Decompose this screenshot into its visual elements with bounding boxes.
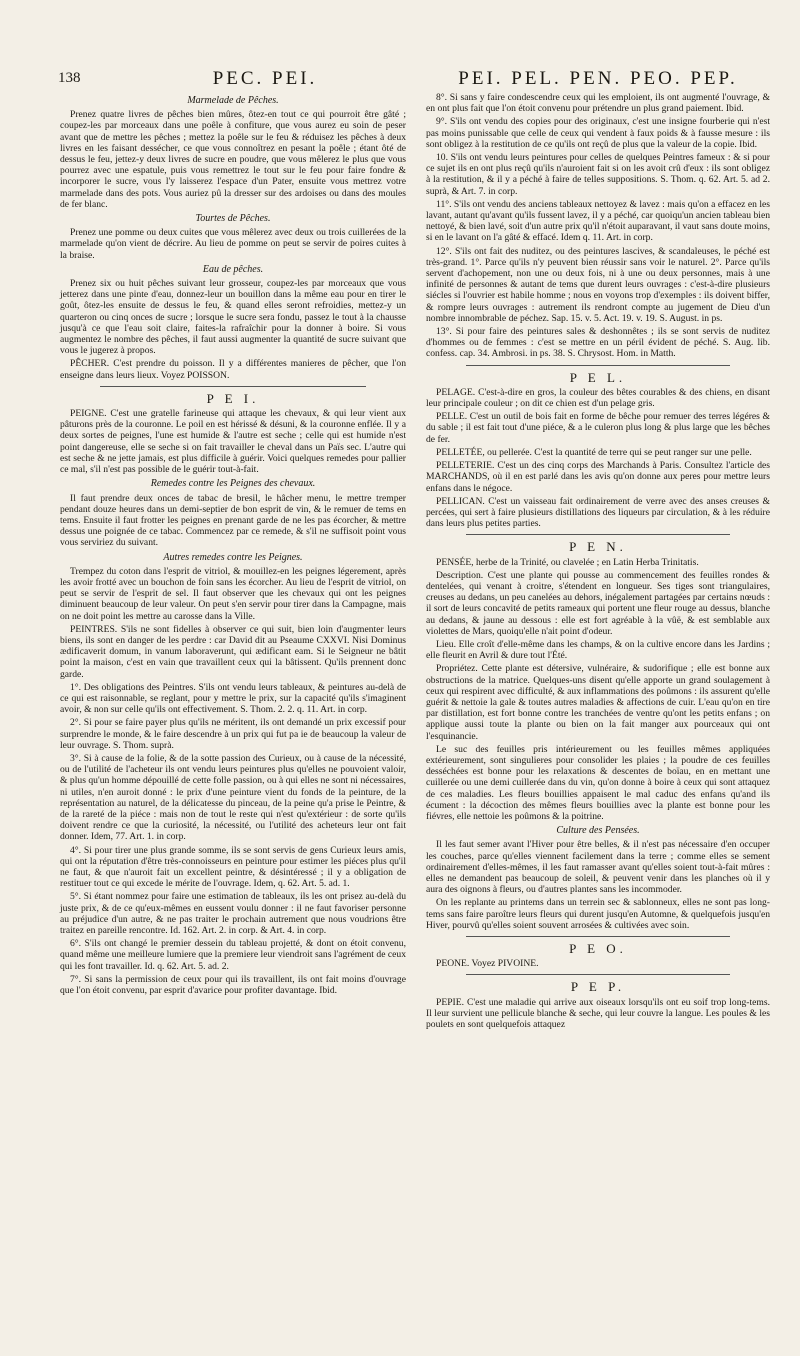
entry-pensee: PENSÉE, herbe de la Trinité, ou clavelée ; en Latin Herba Trinitatis.: [436, 556, 699, 568]
entry-pellican: PELLICAN. C'est un vaisseau fait ordinairement de verre avec des anses creuses & percées, qui sert à faire plusieurs distillations des liqueurs par circulation, & à les réduire dans leurs plus petites parties.: [426, 495, 770, 530]
entry-pelletee: PELLETÉE, ou pellerée. C'est la quantité de terre qui se peut ranger sur une pelle.: [436, 446, 752, 458]
entry-pelleterie: PELLETERIE. C'est un des cinq corps des Marchands à Paris. Consultez l'article des MARCHANDS, où il en est parlé dans les avis qu'on donne aux peres pour mettre leurs enfans dans le négoce.: [426, 460, 770, 494]
paragraph: 9°. S'ils ont vendu des copies pour des originaux, c'est une insigne fourberie qui n'est pas moins punissable que celle de ceux qui vendent à faux poids & à fausse mesure : ils sont obligez à la restitution de ce qu'ils ont reçû de plus que la valeur de la copie. Ibid.: [426, 116, 770, 150]
divider: [466, 534, 730, 535]
divider: [466, 974, 730, 975]
subheading: Culture des Pensées.: [556, 825, 640, 837]
paragraph: 6°. S'ils ont changé le premier dessein du tableau projetté, & dont on étoit convenu, quand même une meilleure lumiere que la premiere leur viendroit sans l'agrément de ceux qui les font travailler. Id. q. 62. Art. 5. ad. 2.: [60, 938, 406, 972]
running-head-right: PEI. PEL. PEN. PEO. PEP.: [458, 68, 738, 89]
running-head-left: PEC. PEI.: [212, 68, 318, 89]
paragraph: 8°. Si sans y faire condescendre ceux qui les emploient, ils ont augmenté l'ouvrage, & en ont plus fait que l'on étoit convenu pour prétendre un plus grand paiement. Ibid.: [426, 92, 770, 115]
paragraph: Il faut prendre deux onces de tabac de bresil, le hâcher menu, le mettre tremper pendant douze heures dans un demi-septier de bon esprit de vin, & le remuer de tems en tems. Ensuite il faut frotter les peignes en prenant garde de ne les pas écorcher, & mettre dessus une poignée de ce tabac. Commencez par ce remede, & s'il ne suffisoit point vous vous serviriez du suivant.: [60, 492, 406, 549]
paragraph: On les replante au printems dans un terrein sec & sablonneux, elles ne sont pas long-tems sans faire paroître leurs fleurs qui durent jusqu'en Automne, & quelquefois jusqu'en Hiver, pourvû qu'elles soient souvent arrosées & cultivées avec soin.: [426, 897, 770, 931]
paragraph: Description. C'est une plante qui pousse au commencement des feuilles rondes & dentelées, qui venant à croitre, s'étendent en longueur. Ses tiges sont triangulaires, creuses au dedans, un peu canelées au dehors, inégalement partagées par certains nœuds : il sort de leurs concavité de petits rameaux qui portent une fleur rouge au dessus, blanche au dedans, & jaune au dessous : elle est fort agréable à la vûë, & est semblable aux violettes de Mars, quoiqu'elle n'ait point d'odeur.: [426, 569, 770, 637]
divider: [100, 386, 366, 387]
section-heading: P E N.: [569, 539, 627, 555]
right-column: [426, 92, 770, 1032]
entry-peintres: PEINTRES. S'ils ne sont fidelles à observer ce qui suit, bien loin d'augmenter leurs biens, ils sont en danger de les perdre : car David dit au Pseaume CXXVI. Nisi Dominus ædificaverit domum, in vanum laboraverunt, qui ædificant eam. Si le Seigneur ne bâtit point la maison, c'est en vain que travaillent ceux qui la bâtissent. Qu'ils prennent donc garde.: [60, 623, 406, 680]
paragraph: Prenez six ou huit pêches suivant leur grosseur, coupez-les par morceaux que vous jetterez dans une pinte d'eau, donnez-leur un bouillon dans la même eau pour en tirer le goût, ôtez-les ensuite de dessus le feu, & quand elles seront refroidies, mettez-y un quarteron ou cinq onces de sucre ; lorsque le sucre sera fondu, passez le tout à la chausse jusqu'à ce que l'eau soit claire, faites-la rafraîchir pour la donner à boire. Si vous augmentez le nombre des pêches, il faut aussi augmenter la quantité de sucre suivant que vous le jugerez à propos.: [60, 278, 406, 357]
paragraph: Le suc des feuilles pris intérieurement ou les feuilles mêmes appliquées extérieurement, sont singulieres pour consolider les plaies ; la poudre de ces feuilles desséchées est bonne pour les relaxations & descentes de boïau, en en mettant une cuillerée ou une demi cuillerée dans du vin, qu'on donne à boire à ceux qui sont attaquez de ces maladies. Les fleurs bouillies appaisent le mal caduc des enfans qu'and ils écument : la décoction des mêmes fleurs bouillies avec la plante est bonne pour les fiévres, elle nettoie les poûmons & la poitrine.: [426, 743, 770, 822]
entry-pecher: PÊCHER. C'est prendre du poisson. Il y a différentes manieres de pêcher, que l'on enseigne dans leurs lieux. Voyez POISSON.: [60, 358, 406, 381]
section-heading: P E O.: [569, 941, 627, 957]
paragraph: Prenez une pomme ou deux cuites que vous mêlerez avec deux ou trois cuillerées de la marmelade qu'on vient de décrire. Au lieu de pomme on peut se servir de poires cuites à la braise.: [60, 227, 406, 261]
paragraph: 1°. Des obligations des Peintres. S'ils ont vendu leurs tableaux, & peintures au-delà de ce qui est raisonnable, se reglant, pour y mettre le prix, sur la capacité qu'ils s'imaginent avoir, & non sur celle qu'ils ont effectivement. S. Thom. 2. 2. q. 11. Art. in corp.: [60, 681, 406, 716]
paragraph: 11°. S'ils ont vendu des anciens tableaux nettoyez & lavez : mais qu'on a effacez en les lavant, autant qu'avant qu'ils fussent lavez, il y a péché, car quoiqu'un ancien tableau bien nettoyé, & bien lavé, soit d'un autre prix qu'il n'étoit auparavant, il vaut sans doute moins, si en le lavant on l'a gâté & effacé. Idem q. 11. Art. in corp.: [426, 198, 770, 244]
subheading: Autres remedes contre les Peignes.: [163, 551, 303, 563]
entry-pelle: PELLE. C'est un outil de bois fait en forme de bêche pour remuer des terres légéres & du sable ; il est fait tout d'une piéce, & a le culeron plus long & plus large que les bêches de fer.: [426, 411, 770, 445]
subheading: Eau de pêches.: [202, 263, 264, 275]
section-heading: P E I.: [206, 390, 260, 406]
entry-pelage: PELAGE. C'est-à-dire en gros, la couleur des bêtes courables & des chiens, en disant leur principale couleur ; on dit ce chien est d'un pelage gris.: [426, 386, 770, 410]
paragraph: Il les faut semer avant l'Hiver pour être belles, & il n'est pas nécessaire d'en occuper les couches, parce qu'elles viennent facilement dans la terre ; comme elles se sement ordinairement d'elles-mêmes, il les faut ramasser avant qu'elles soient tout-à-fait mûres : elles ne demandent pas beaucoup de soleil, & peuvent venir dans les planches où il y aura des oignons à fleurs, ou d'autres plantes sans les incommoder.: [426, 839, 770, 896]
entry-peone: PEONE. Voyez PIVOINE.: [436, 958, 539, 970]
entry-pepie: PEPIE. C'est une maladie qui arrive aux oiseaux lorsqu'ils ont eu soif trop long-tems. Il leur survient une pellicule blanche & seche, qui leur couvre la langue. Les poules & les poulets en sont quelquefois attaquez: [426, 996, 770, 1031]
divider: [466, 936, 730, 937]
paragraph: Prenez quatre livres de pêches bien mûres, ôtez-en tout ce qui pourroit être gâté ; coupez-les par morceaux dans une poêle à confiture, que vous aurez eu soin de peser avant que de mettre les pêches ; mettez la poêle sur le feu & réduisez les pêches à deux livres en les faisant dessécher, ce que vous connoîtrez en pesant la poêle ; étant ôté de dessus le feu, jettez-y deux livres de sucre en poudre, que vous mêlerez le plus que vous pourrez avec une espatule, puis vous remettrez le tout sur le feu pour faire fondre & incorporer le sucre, vous l'y laisserez l'espace d'un Pater, ensuite vous mettrez votre marmelade dans des pots. Vous auriez pû la dresser sur des ardoises ou dans des moules de fer blanc.: [60, 109, 406, 210]
paragraph: Lieu. Elle croît d'elle-même dans les champs, & on la cultive encore dans les Jardins ; elle fleurit en Avril & dure tout l'Été.: [426, 638, 770, 662]
paragraph: 12°. S'ils ont fait des nuditez, ou des peintures lascives, & scandaleuses, le péché est très-grand. 1°. Parce qu'ils n'y peuvent bien réussir sans voir le naturel. 2°. Parce qu'ils servent d'achopement, non une ou deux fois, ni à une ou deux personnes, mais à une infinité de personnes & autant de tems que durent leurs ouvrages : c'est-à-dire plusieurs siécles si l'ouvrier est habile homme ; nous en voyons trop d'exemples : ils doivent biffer, & rompre leurs ouvrages : autrement ils rendront compte au jugement de Dieu d'un nombre innombrable de péchez. Sap. 15. v. 5. Act. 19. v. 19. S. August. in ps.: [426, 245, 770, 324]
paragraph: 10. S'ils ont vendu leurs peintures pour celles de quelques Peintres fameux : & si pour ce sujet ils en ont plus reçû qu'ils n'auroient fait si on les avoit crû d'eux : ils sont obligez à la restitution, & il y a péché à faire de telles suppositions. S. Thom. q. 62. Art. 5. ad 2. suprà, & Art. 7. in corp.: [426, 152, 770, 197]
section-heading: P E L.: [569, 369, 627, 385]
divider: [466, 365, 730, 366]
paragraph: 3°. Si à cause de la folie, & de la sotte passion des Curieux, ou à cause de la nécessité, ou de l'utilité de l'acheteur ils ont vendu leurs peintures plus qu'elles ne pouvoient valoir, & plus qu'un homme dépouillé de cette folle passion, ou à qui elles ne sont ni nécessaires, ni utiles, n'en auroit donné : le prix d'une peinture vient du fonds de la peinture, de la représentation au naturel, de la délicatesse du pinceau, de la peine qu'a prise le Peintre, & de la rareté de la piéce : mais non de tout le reste qui n'est qu'extérieur : de sorte qu'ils doivent rendre ce que la curiosité, la nécessité, ou l'utilité des acheteurs leur ont fait donner. Idem, 77. Art. 1. in corp.: [60, 752, 406, 843]
subheading: Tourtes de Pêches.: [195, 213, 271, 225]
left-column: [60, 92, 406, 998]
subheading: Marmelade de Pêches.: [187, 95, 279, 106]
paragraph: 4°. Si pour tirer une plus grande somme, ils se sont servis de gens Curieux leurs amis, qui ont la réputation d'être très-connoisseurs en peinture pour estimer les piéces plus qu'il ne faut, & que n'auroit fait un excellent peintre, & désintéressé ; il y a obligation de restituer tout ce qui excede le mérite de l'ouvrage. Idem, q. 62. Art. 5. ad. 1.: [60, 844, 406, 890]
page-number: 138: [58, 70, 81, 86]
paragraph: 5°. Si étant nommez pour faire une estimation de tableaux, ils les ont prisez au-delà du juste prix, & de ce qu'eux-mêmes en eussent voulu donner : il ne faut favoriser personne au préjudice d'un autre, & ne pas traiter le prochain autrement que nous voudrions être traitez en pareille rencontre. Id. 162. Art. 2. in corp. & Art. 4. in corp.: [60, 891, 406, 937]
entry-peigne: PEIGNE. C'est une gratelle farineuse qui attaque les chevaux, & qui leur vient aux pâturons près de la couronne. Le poil en est hérissé & désuni, & la couronne enflée. Il y a deux sortes de peignes, l'une est humide & l'autre est seche ; celle qui est humide n'est point dangereuse, elle se seche si on fait travailler le cheval dans un Païs sec. L'autre qui est seche & ne jette jamais, est plus difficile à guérir. Voici quelques remedes pour pallier ce mal, s'il n'est pas possible de le guérir tout-à-fait.: [60, 408, 406, 476]
paragraph: Trempez du coton dans l'esprit de vitriol, & mouillez-en les peignes légerement, après les avoir frotté avec un bouchon de foin sans les écorcher. Au lieu de l'esprit de vitriol, on peut se servir de l'esprit de sel. Il faut observer que les chevaux qui ont les peignes diminuent beaucoup de leur valeur. On peut s'en servir pour tirer dans la Campagne, mais on ne doit point les mettre au carosse dans la Ville.: [60, 565, 406, 622]
paragraph: 13°. Si pour faire des peintures sales & deshonnêtes ; ils se sont servis de nuditez d'hommes ou de femmes : c'est se mettre en un péril évident de péché. S. Aug. lib. confess. cap. 34. Ambrosi. in ps. 38. S. Chrysost. Hom. in Matth.: [426, 326, 770, 360]
paragraph: Propriétez. Cette plante est détersive, vulnéraire, & sudorifique ; elle est bonne aux obstructions de la matrice. Quelques-uns disent qu'elle apporte un grand soulagement à ceux qui respirent avec difficulté, & aux inflammations des poûmons : ils assurent qu'elle guérit & nettoie la gale & toutes autres maladies & affections de cuir. L'eau qu'on en tire par distillation, est fort bonne contre les tranchées de ventre qu'ont les petits enfans ; on applique aussi toute la plante ou bien on la fait manger aux pourceaux qui ont l'esquinancie.: [426, 663, 770, 742]
subheading: Remedes contre les Peignes des chevaux.: [150, 478, 316, 490]
section-heading: P E P.: [570, 979, 626, 995]
paragraph: 2°. Si pour se faire payer plus qu'ils ne méritent, ils ont demandé un prix excessif pour surprendre le monde, & le faire descendre à un prix qui fut pa ie de beaucoup la valeur de leur ouvrage. S. Thom. suprà.: [60, 717, 406, 751]
paragraph: 7°. Si sans la permission de ceux pour qui ils travaillent, ils ont fait moins d'ouvrage que l'on étoit convenu, par esprit d'avarice pour profiter davantage. Ibid.: [60, 973, 406, 997]
